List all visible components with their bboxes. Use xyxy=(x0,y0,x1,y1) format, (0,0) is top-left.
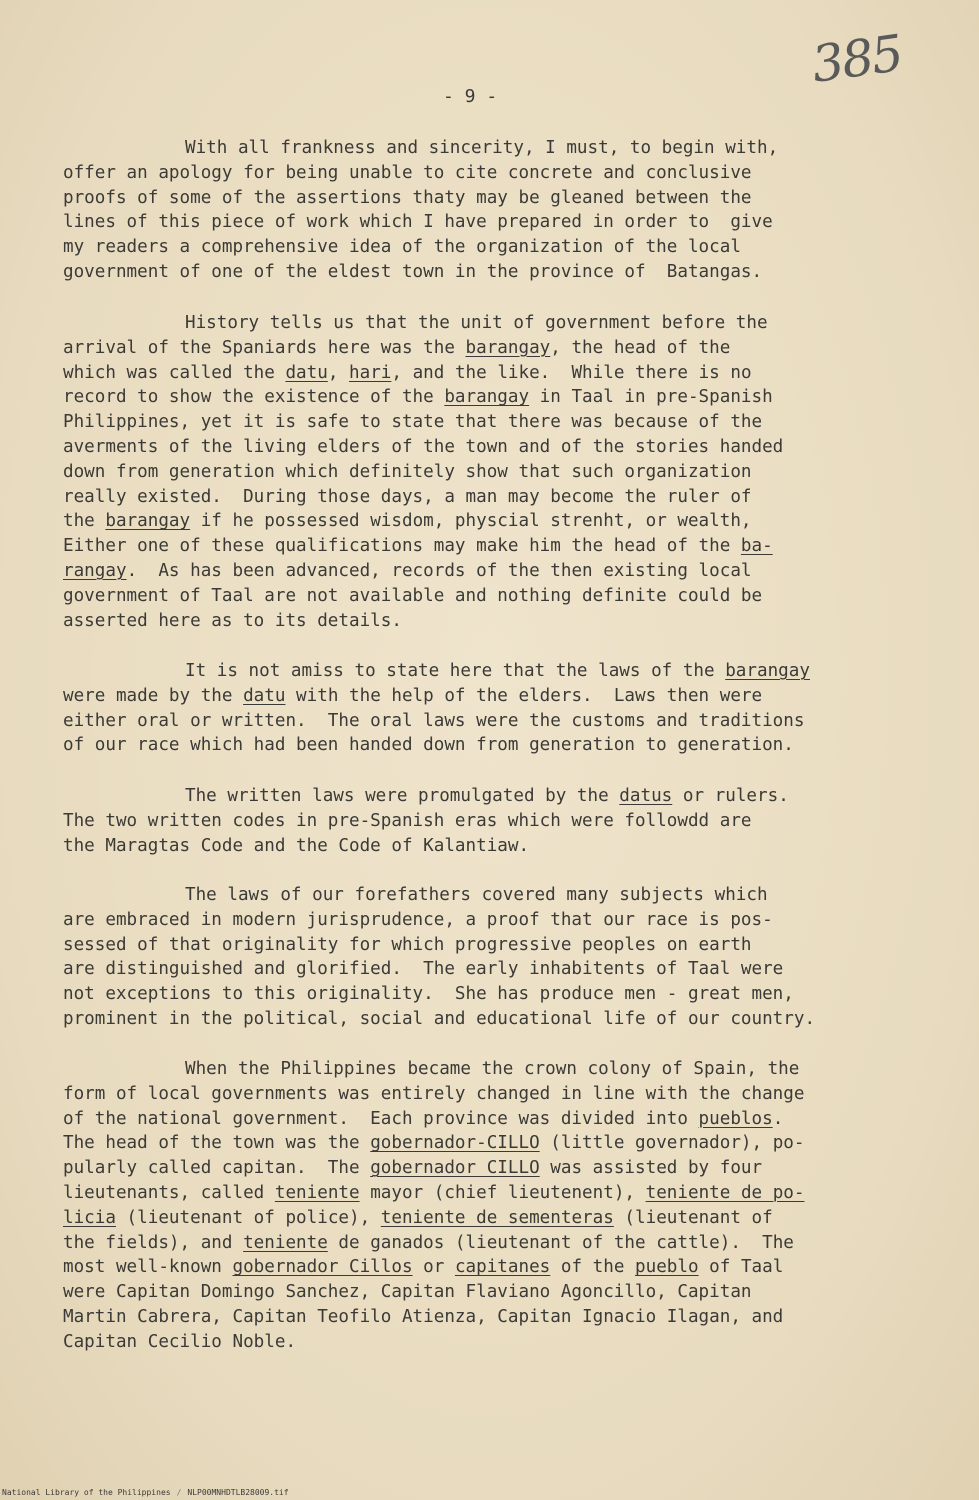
text-line: History tells us that the unit of government before the xyxy=(185,313,768,333)
underlined-term: barangay xyxy=(444,387,530,408)
text-line: either oral or written. The oral laws were the customs and traditions xyxy=(63,710,805,731)
text-line: were made by the datu with the help of the elders. Laws then were xyxy=(63,685,763,706)
handwritten-page-number: 385 xyxy=(808,24,906,94)
text-line: Martin Cabrera, Capitan Teofilo Atienza, Capitan Ignacio Ilagan, and xyxy=(63,1306,784,1327)
text-line: Capitan Cecilio Noble. xyxy=(63,1331,297,1352)
underlined-term: gobernador-CILLO xyxy=(370,1133,540,1154)
text-line: the barangay if he possessed wisdom, physcial strenht, or wealth, xyxy=(63,511,752,532)
underlined-term: gobernador CILLO xyxy=(370,1158,540,1179)
text-line: Philippines, yet it is safe to state that there was because of the xyxy=(63,412,763,433)
text-line: The written laws were promulgated by the datus or rulers. xyxy=(185,786,789,806)
underlined-term: teniente xyxy=(274,1182,360,1203)
underlined-term: barangay xyxy=(725,661,810,681)
paragraph-5 xyxy=(63,883,933,1032)
paragraph-4 xyxy=(63,784,933,858)
underlined-term: gobernador Cillos xyxy=(232,1257,413,1278)
text-line: Either one of these qualifications may make him the head of the ba- xyxy=(63,536,773,557)
text-line: form of local governments was entirely changed in line with the change xyxy=(63,1083,805,1104)
file-id: NLP00MNHDTLB28009.tif xyxy=(187,1488,289,1497)
text-line: pularly called capitan. The gobernador CILLO was assisted by four xyxy=(63,1158,763,1179)
underlined-term: ba- xyxy=(740,536,773,557)
text-line: licia (lieutenant of police), teniente de sementeras (lieutenant of xyxy=(63,1207,773,1228)
underlined-term: capitanes xyxy=(454,1257,551,1278)
text-line: When the Philippines became the crown colony of Spain, the xyxy=(185,1059,800,1079)
text-line: most well-known gobernador Cillos or capitanes of the pueblo of Taal xyxy=(63,1257,784,1278)
text-line: asserted here as to its details. xyxy=(63,610,402,631)
text-line: are distinguished and glorified. The early inhabitents of Taal were xyxy=(63,959,784,980)
text-line: arrival of the Spaniards here was the barangay, the head of the xyxy=(63,337,731,358)
text-line: averments of the living elders of the town and of the stories handed xyxy=(63,436,784,457)
text-line: prominent in the political, social and educational life of our country. xyxy=(63,1008,816,1029)
paragraph-3 xyxy=(63,659,933,758)
text-line: my readers a comprehensive idea of the organization of the local xyxy=(63,237,741,258)
underlined-term: licia xyxy=(63,1207,116,1228)
underlined-term: datus xyxy=(619,786,673,806)
text-line: It is not amiss to state here that the laws of the barangay xyxy=(185,661,810,681)
text-line: really existed. During those days, a man may become the ruler of xyxy=(63,486,752,507)
text-line: rangay. As has been advanced, records of the then existing local xyxy=(63,560,752,581)
underlined-term: hari xyxy=(349,362,392,383)
underlined-term: teniente de sementeras xyxy=(380,1207,614,1228)
paragraph-1 xyxy=(63,136,933,285)
paragraph-2 xyxy=(63,311,933,633)
text-line: government of one of the eldest town in the province of Batangas. xyxy=(63,261,763,282)
text-line: were Capitan Domingo Sanchez, Capitan Flaviano Agoncillo, Capitan xyxy=(63,1282,752,1303)
text-line: With all frankness and sincerity, I must, to begin with, xyxy=(185,138,779,158)
library-credit: National Library of the Philippines xyxy=(2,1488,171,1497)
scan-footer xyxy=(2,1488,422,1497)
text-line: lines of this piece of work which I have prepared in order to give xyxy=(63,212,773,233)
text-line: down from generation which definitely show that such organization xyxy=(63,461,752,482)
text-line: record to show the existence of the barangay in Taal in pre-Spanish xyxy=(63,387,773,408)
underlined-term: pueblo xyxy=(635,1257,699,1278)
text-line: The laws of our forefathers covered many subjects which xyxy=(185,885,768,905)
underlined-term: barangay xyxy=(465,337,551,358)
text-line: offer an apology for being unable to cite concrete and conclusive xyxy=(63,162,752,183)
underlined-term: pueblos xyxy=(698,1108,773,1129)
text-line: proofs of some of the assertions thaty may be gleaned between the xyxy=(63,187,752,208)
underlined-term: teniente xyxy=(243,1232,328,1253)
underlined-term: barangay xyxy=(105,511,191,532)
underlined-term: datu xyxy=(285,362,328,383)
underlined-term: datu xyxy=(243,685,286,706)
text-line: are embraced in modern jurisprudence, a proof that our race is pos- xyxy=(63,909,773,930)
text-line: government of Taal are not available and nothing definite could be xyxy=(63,585,763,606)
text-line: The two written codes in pre-Spanish eras which were followdd are xyxy=(63,810,752,831)
text-line: of the national government. Each province was divided into pueblos. xyxy=(63,1108,784,1129)
page-number: - 9 - xyxy=(443,86,498,107)
text-line: sessed of that originality for which progressive peoples on earth xyxy=(63,934,752,955)
text-line: lieutenants, called teniente mayor (chief lieutenent), teniente de po- xyxy=(63,1182,805,1203)
underlined-term: rangay xyxy=(63,560,127,581)
footer-separator: / xyxy=(176,1488,182,1497)
paragraph-6 xyxy=(63,1057,933,1355)
underlined-term: teniente de po- xyxy=(645,1182,805,1203)
text-line: not exceptions to this originality. She has produce men - great men, xyxy=(63,984,794,1005)
text-line: of our race which had been handed down from generation to generation. xyxy=(63,735,794,756)
text-line: The head of the town was the gobernador-CILLO (little governador), po- xyxy=(63,1133,805,1154)
text-line: the Maragtas Code and the Code of Kalantiaw. xyxy=(63,835,530,856)
text-line: which was called the datu, hari, and the like. While there is no xyxy=(63,362,752,383)
text-line: the fields), and teniente de ganados (lieutenant of the cattle). The xyxy=(63,1232,794,1253)
